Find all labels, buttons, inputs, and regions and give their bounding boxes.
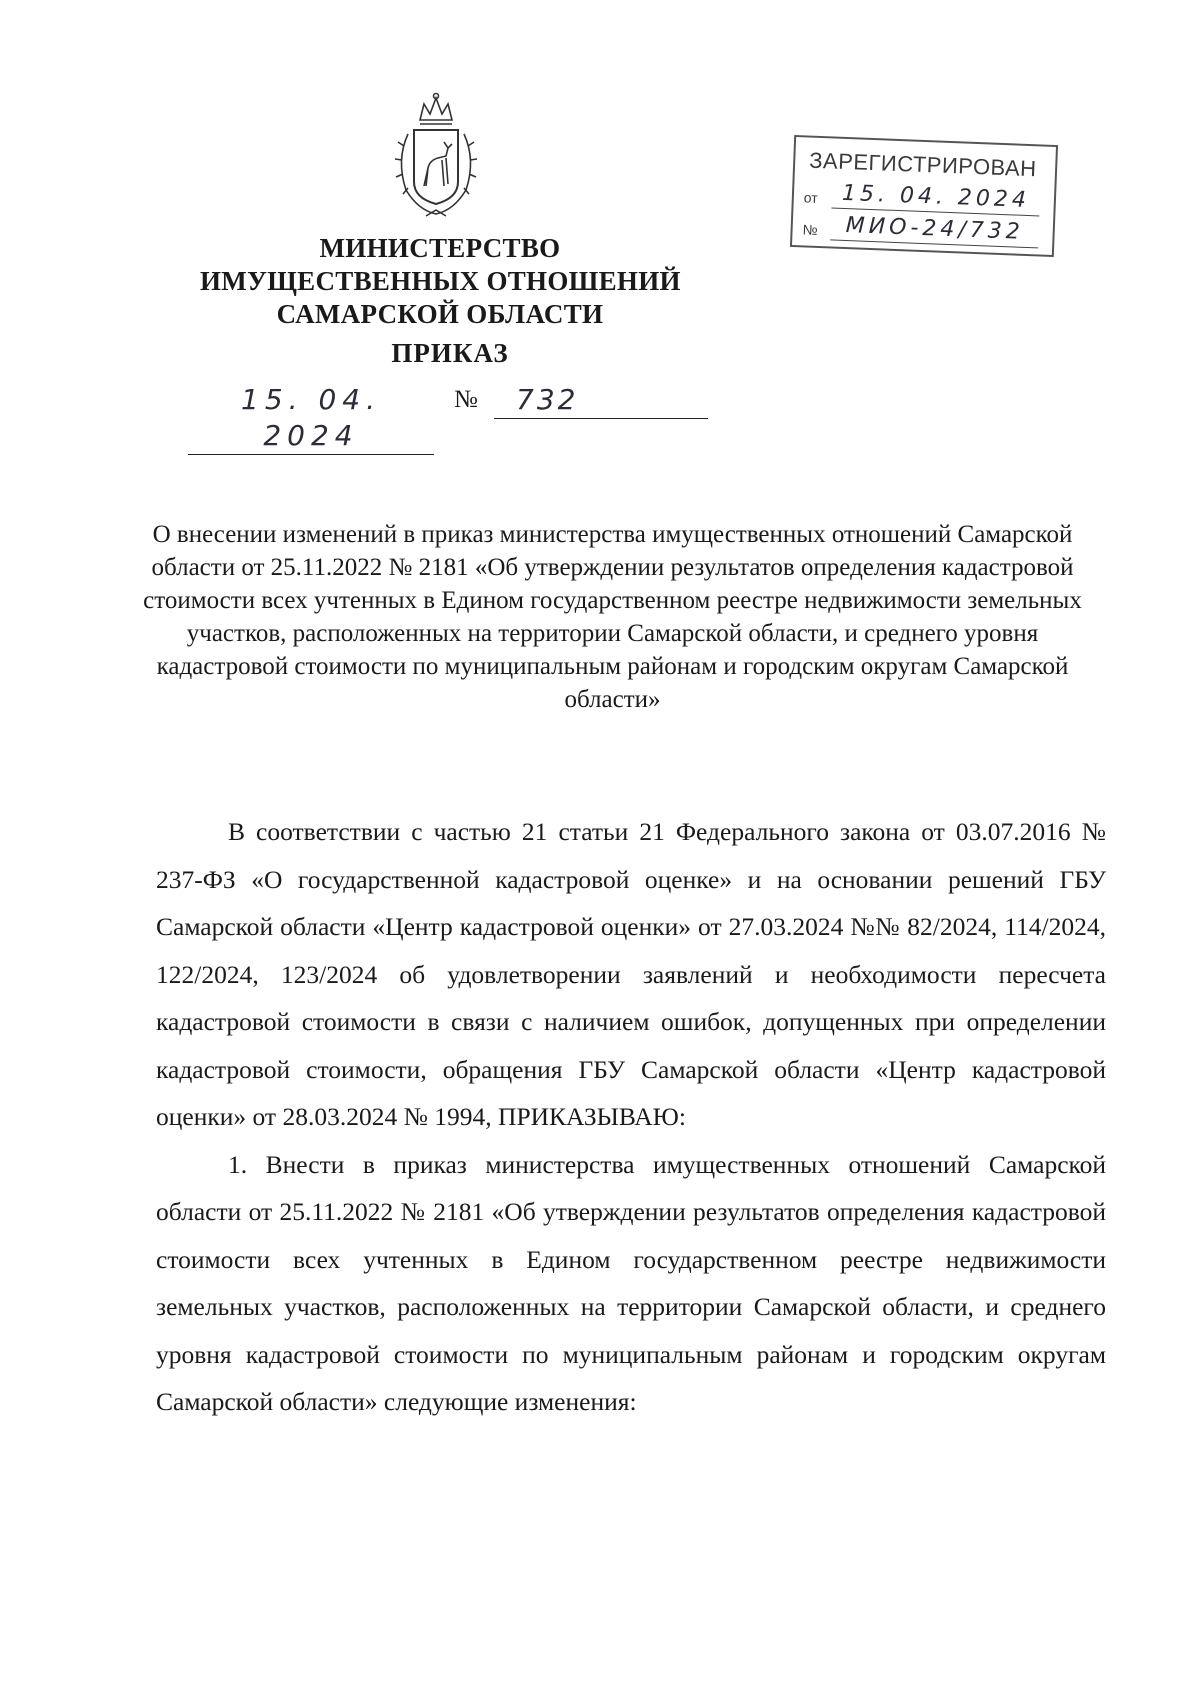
order-date-number-line	[188, 382, 708, 452]
stamp-number-row	[802, 209, 1039, 248]
ministry-line-2: ИМУЩЕСТВЕННЫХ ОТНОШЕНИЙ	[200, 266, 681, 296]
stamp-number-label: №	[802, 221, 818, 238]
document-title: О внесении изменений в приказ министерства имущественных отношений Самарской области от 25.11.2022 № 2181 «Об утверждении результатов определения кадастровой стоимости всех учтенных в Едином государственном реестре недвижимости земельных участков, расположенных на территории Самарской области, и среднего уровня кадастровой стоимости по муниципальным районам и городским округам Самарской области»	[143, 521, 1082, 713]
stamp-title: ЗАРЕГИСТРИРОВАН	[808, 147, 1038, 182]
order-date: 15. 04. 2024	[188, 382, 434, 455]
ministry-line-1: МИНИСТЕРСТВО	[319, 233, 561, 263]
stamp-date-label: от	[803, 189, 819, 206]
order-number-sign: №	[454, 386, 478, 413]
item-1-paragraph: 1. Внести в приказ министерства имущественных отношений Самарской области от 25.11.2022 № 2181 «Об утверждении результатов определения кадастровой стоимости всех учтенных в Едином государственном реестре недвижимости земельных участков, расположенных на территории Самарской области, и среднего уровня кадастровой стоимости по муниципальным районам и городским округам Самарской области» следующие изменения:	[156, 1149, 1106, 1416]
order-label: ПРИКАЗ	[391, 338, 509, 368]
ministry-line-3: САМАРСКОЙ ОБЛАСТИ	[276, 299, 604, 329]
preamble-paragraph: В соответствии с частью 21 статьи 21 Федерального закона от 03.07.2016 № 237-ФЗ «О государственной кадастровой оценке» и на основании решений ГБУ Самарской области «Центр кадастровой оценки» от 27.03.2024 №№ 82/2024, 114/2024, 122/2024, 123/2024 об удовлетворении заявлений и необходимости пересчета кадастровой стоимости в связи с наличием ошибок, допущенных при определении кадастровой стоимости, обращения ГБУ Самарской области «Центр кадастровой оценки» от 28.03.2024 № 1994, ПРИКАЗЫВАЮ:	[156, 817, 1106, 1131]
stamp-number-value: МИО-24/732	[830, 211, 1039, 248]
stamp-date-value: 15. 04. 2024	[831, 179, 1040, 216]
samara-coat-of-arms-icon	[386, 90, 486, 222]
registration-stamp	[790, 135, 1058, 257]
ministry-name	[200, 232, 680, 331]
document-body	[156, 808, 1106, 1426]
order-number: 732	[494, 382, 708, 419]
